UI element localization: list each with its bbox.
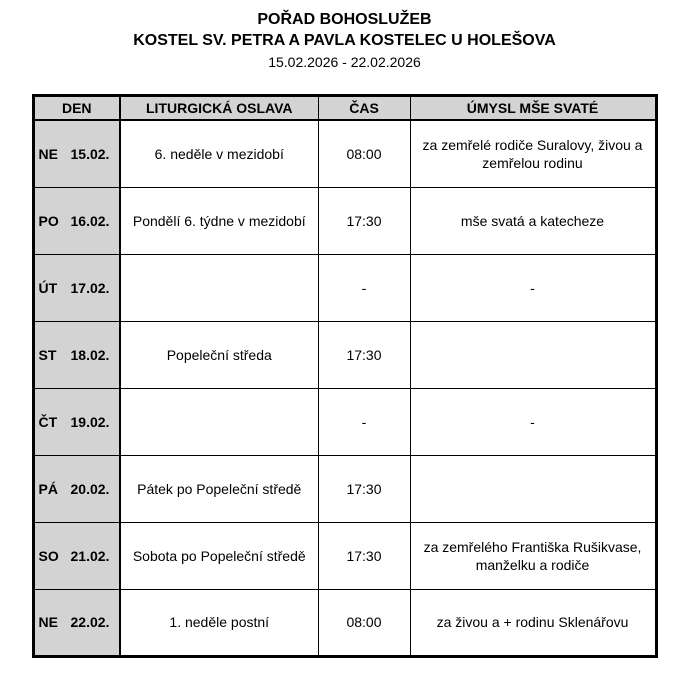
- time-cell: 17:30: [318, 455, 410, 522]
- day-abbrev: NE: [38, 145, 58, 162]
- column-header-day: DEN: [33, 96, 120, 121]
- table-row: [33, 522, 656, 589]
- schedule-header: [33, 96, 656, 121]
- column-header-intention: ÚMYSL MŠE SVATÉ: [410, 96, 656, 121]
- day-cell: [33, 455, 120, 522]
- schedule-table: [32, 94, 658, 658]
- day-cell: [33, 522, 120, 589]
- day-cell: [33, 589, 120, 656]
- day-cell: [33, 388, 120, 455]
- day-cell: [33, 187, 120, 254]
- day-date: 18.02.: [70, 346, 110, 363]
- day-date: 16.02.: [70, 212, 110, 229]
- intention-cell: [410, 321, 656, 388]
- day-cell: [33, 120, 120, 187]
- day-abbrev: SO: [38, 547, 59, 564]
- day-abbrev: ÚT: [38, 279, 58, 296]
- day-date: 19.02.: [70, 413, 110, 430]
- day-abbrev: ČT: [38, 413, 58, 430]
- celebration-cell: Popeleční středa: [120, 321, 318, 388]
- celebration-cell: [120, 388, 318, 455]
- day-date: 20.02.: [70, 480, 110, 497]
- intention-cell: za živou a + rodinu Sklenářovu: [410, 589, 656, 656]
- celebration-cell: 1. neděle postní: [120, 589, 318, 656]
- intention-cell: mše svatá a katecheze: [410, 187, 656, 254]
- column-header-time: ČAS: [318, 96, 410, 121]
- day-date: 17.02.: [70, 279, 110, 296]
- intention-cell: -: [410, 388, 656, 455]
- time-cell: 17:30: [318, 321, 410, 388]
- day-cell: [33, 321, 120, 388]
- day-date: 15.02.: [70, 145, 110, 162]
- table-row: [33, 455, 656, 522]
- time-cell: 08:00: [318, 120, 410, 187]
- table-row: [33, 589, 656, 656]
- table-row: [33, 388, 656, 455]
- table-row: [33, 254, 656, 321]
- day-abbrev: ST: [38, 346, 57, 363]
- celebration-cell: Sobota po Popeleční středě: [120, 522, 318, 589]
- date-range: 15.02.2026 - 22.02.2026: [268, 54, 421, 70]
- schedule-body: [33, 120, 656, 656]
- time-cell: 17:30: [318, 187, 410, 254]
- celebration-cell: 6. neděle v mezidobí: [120, 120, 318, 187]
- intention-cell: za zemřelého Františka Rušikvase, manželku a rodiče: [410, 522, 656, 589]
- column-header-celebration: LITURGICKÁ OSLAVA: [120, 96, 318, 121]
- celebration-cell: Pondělí 6. týdne v mezidobí: [120, 187, 318, 254]
- day-abbrev: PÁ: [38, 480, 58, 497]
- table-row: [33, 120, 656, 187]
- day-abbrev: NE: [38, 614, 58, 630]
- intention-cell: za zemřelé rodiče Suralovy, živou a zemřelou rodinu: [410, 120, 656, 187]
- time-cell: 08:00: [318, 589, 410, 656]
- day-date: 21.02.: [70, 547, 110, 564]
- table-row: [33, 187, 656, 254]
- time-cell: -: [318, 254, 410, 321]
- time-cell: -: [318, 388, 410, 455]
- doc-title: [0, 9, 689, 72]
- day-date: 22.02.: [70, 614, 110, 630]
- intention-cell: [410, 455, 656, 522]
- time-cell: 17:30: [318, 522, 410, 589]
- celebration-cell: Pátek po Popeleční středě: [120, 455, 318, 522]
- celebration-cell: [120, 254, 318, 321]
- title-line-1: POŘAD BOHOSLUŽEB: [257, 11, 432, 28]
- day-abbrev: PO: [38, 212, 59, 229]
- table-row: [33, 321, 656, 388]
- intention-cell: -: [410, 254, 656, 321]
- title-line-2: KOSTEL SV. PETRA A PAVLA KOSTELEC U HOLEŠOVA: [133, 32, 556, 49]
- header-row: [33, 96, 656, 121]
- day-cell: [33, 254, 120, 321]
